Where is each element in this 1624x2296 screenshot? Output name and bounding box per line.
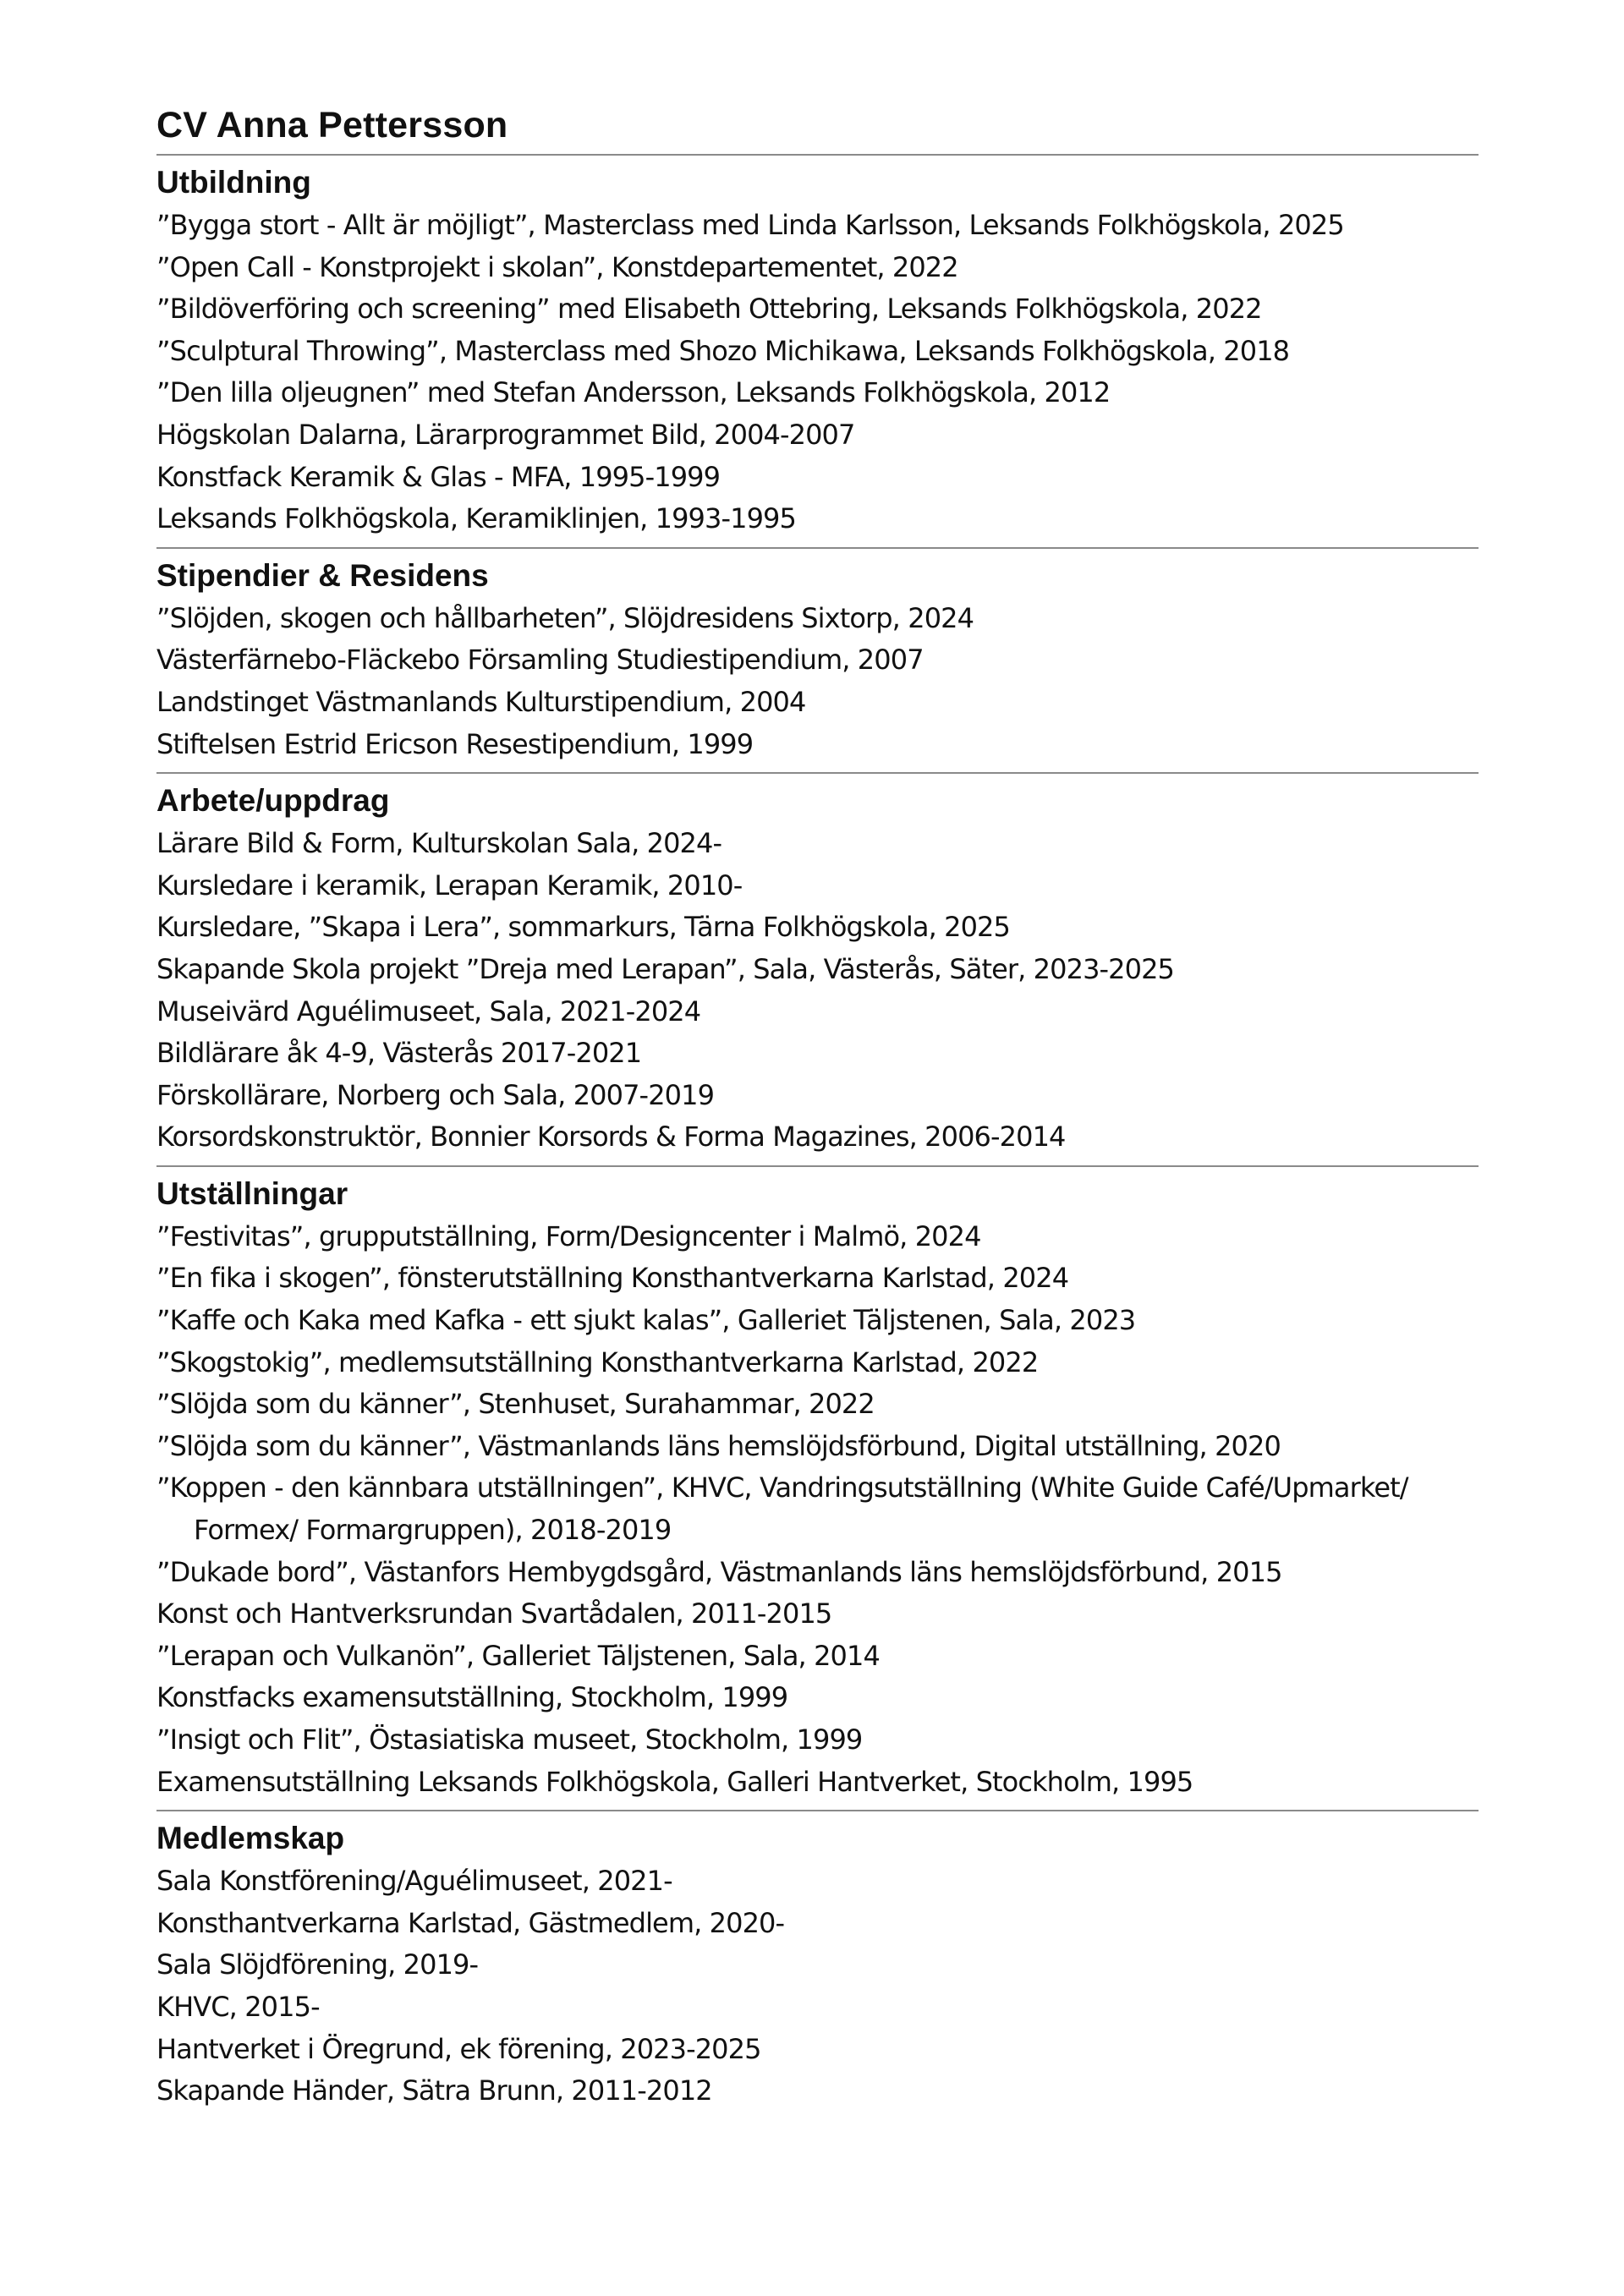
section-utstallningar [156,1172,1479,1803]
list-item: ”Insigt och Flit”, Östasiatiska museet, Stockholm, 1999 [156,1723,863,1756]
entry-list [156,205,1479,540]
list-item: Landstinget Västmanlands Kulturstipendium, 2004 [156,685,806,718]
list-item: Kursledare, ”Skapa i Lera”, sommarkurs, Tärna Folkhögskola, 2025 [156,911,1010,944]
section-utbildning [156,161,1479,540]
list-item: Stiftelsen Estrid Ericson Resestipendium, 1999 [156,727,754,760]
section-heading: Arbete/uppdrag [156,783,390,819]
list-item: Kursledare i keramik, Lerapan Keramik, 2010- [156,869,743,901]
list-item: Förskollärare, Norberg och Sala, 2007-2019 [156,1078,715,1111]
list-item: ”En fika i skogen”, fönsterutställning Konsthantverkarna Karlstad, 2024 [156,1262,1069,1295]
list-item: ”Open Call - Konstprojekt i skolan”, Konstdepartementet, 2022 [156,250,958,283]
section-arbete-uppdrag [156,779,1479,1159]
section-divider [156,154,1479,156]
list-item: ”Dukade bord”, Västanfors Hembygdsgård, Västmanlands läns hemslöjdsförbund, 2015 [156,1555,1282,1588]
list-item: ”Den lilla oljeugnen” med Stefan Andersson, Leksands Folkhögskola, 2012 [156,376,1111,409]
list-item: Sala Slöjdförening, 2019- [156,1948,479,1981]
page-title: CV Anna Pettersson [156,105,508,145]
list-item: Konsthantverkarna Karlstad, Gästmedlem, 2020- [156,1906,785,1939]
list-item: Hantverket i Öregrund, ek förening, 2023-2025 [156,2032,761,2065]
list-item: Västerfärnebo-Fläckebo Församling Studiestipendium, 2007 [156,644,924,677]
section-stipendier-residens [156,554,1479,765]
section-divider [156,772,1479,774]
list-item: ”Kaffe och Kaka med Kafka - ett sjukt kalas”, Galleriet Täljstenen, Sala, 2023 [156,1304,1136,1337]
entry-list [156,1216,1479,1803]
list-item: ”Lerapan och Vulkanön”, Galleriet Täljstenen, Sala, 2014 [156,1639,880,1672]
list-item: ”Slöjda som du känner”, Stenhuset, Surahammar, 2022 [156,1388,875,1421]
list-item: Museivärd Aguélimuseet, Sala, 2021-2024 [156,995,701,1027]
list-item: ”Slöjda som du känner”, Västmanlands läns hemslöjdsförbund, Digital utställning, 2020 [156,1429,1281,1462]
list-item: Korsordskonstruktör, Bonnier Korsords & Forma Magazines, 2006-2014 [156,1121,1066,1153]
list-item: Sala Konstförening/Aguélimuseet, 2021- [156,1865,672,1898]
section-divider [156,1810,1479,1811]
section-medlemskap [156,1817,1479,2112]
list-item: Lärare Bild & Form, Kulturskolan Sala, 2024- [156,827,722,860]
list-item: Konstfacks examensutställning, Stockholm, 1999 [156,1681,788,1714]
list-item: ”Bildöverföring och screening” med Elisabeth Ottebring, Leksands Folkhögskola, 2022 [156,293,1262,326]
section-divider [156,1165,1479,1167]
list-item: ”Slöjden, skogen och hållbarheten”, Slöjdresidens Sixtorp, 2024 [156,601,974,634]
list-item: ”Koppen - den kännbara utställningen”, KHVC, Vandringsutställning (White Guide Café/Upmarket/ Formex/ Formargruppen), 2018-2019 [156,1471,1408,1547]
list-item: Konst och Hantverksrundan Svartådalen, 2011-2015 [156,1597,832,1630]
list-item: Konstfack Keramik & Glas - MFA, 1995-1999 [156,460,721,493]
list-item: Högskolan Dalarna, Lärarprogrammet Bild, 2004-2007 [156,418,855,451]
list-item: Leksands Folkhögskola, Keramiklinjen, 1993-1995 [156,502,796,535]
list-item: Examensutställning Leksands Folkhögskola, Galleri Hantverket, Stockholm, 1995 [156,1765,1193,1798]
entry-list [156,1860,1479,2112]
section-heading: Utbildning [156,165,311,200]
section-heading: Medlemskap [156,1821,345,1856]
list-item: ”Festivitas”, grupputställning, Form/Designcenter i Malmö, 2024 [156,1219,981,1252]
cv-document [156,100,1479,2112]
section-heading: Utställningar [156,1175,348,1211]
list-item: Bildlärare åk 4-9, Västerås 2017-2021 [156,1037,642,1070]
section-heading: Stipendier & Residens [156,557,489,593]
list-item: KHVC, 2015- [156,1990,320,2023]
list-item: ”Sculptural Throwing”, Masterclass med Shozo Michikawa, Leksands Folkhögskola, 2018 [156,334,1290,367]
list-item: Skapande Händer, Sätra Brunn, 2011-2012 [156,2074,712,2107]
entry-list [156,823,1479,1159]
section-divider [156,547,1479,549]
entry-list [156,598,1479,765]
list-item: Skapande Skola projekt ”Dreja med Lerapan”, Sala, Västerås, Säter, 2023-2025 [156,952,1175,985]
list-item: ”Bygga stort - Allt är möjligt”, Masterclass med Linda Karlsson, Leksands Folkhögskola, 2025 [156,209,1344,241]
list-item: ”Skogstokig”, medlemsutställning Konsthantverkarna Karlstad, 2022 [156,1345,1039,1378]
